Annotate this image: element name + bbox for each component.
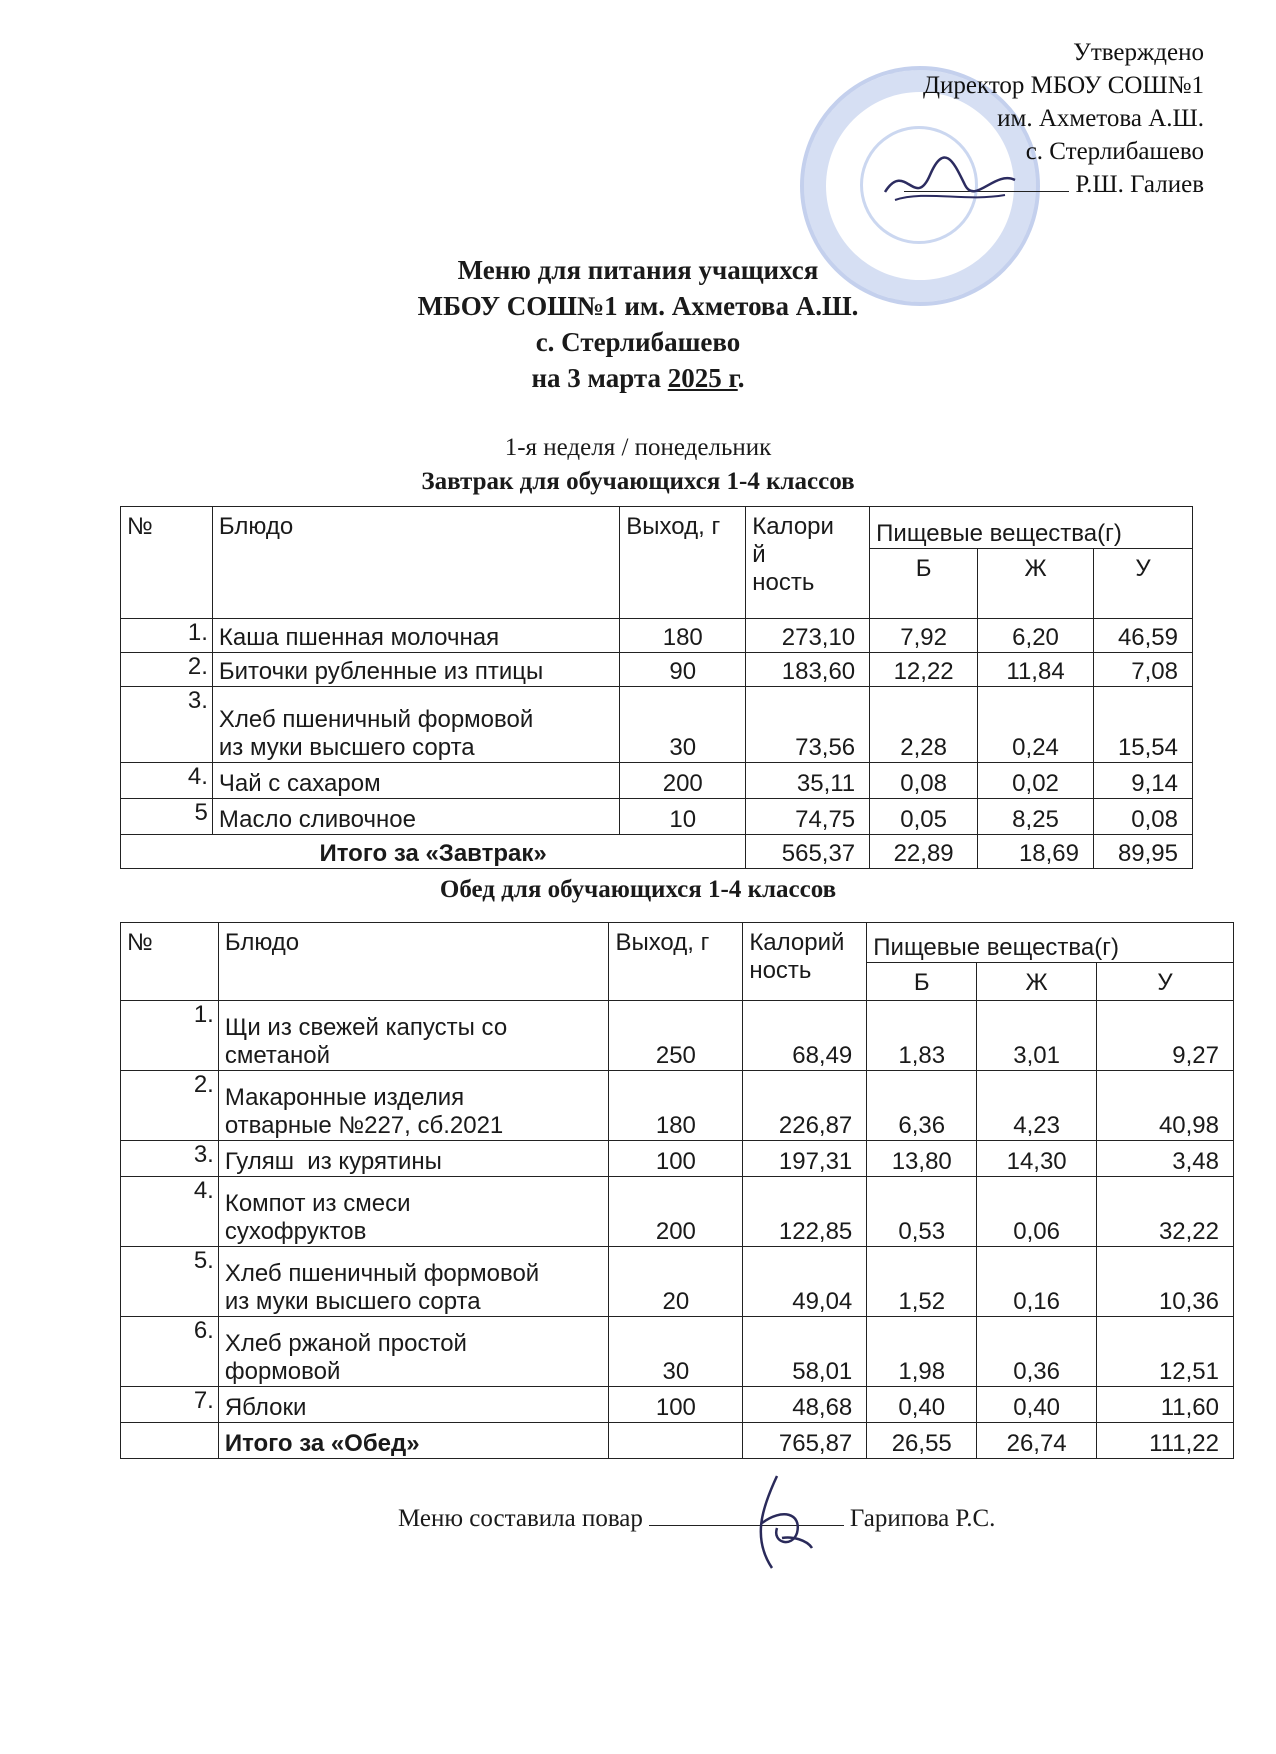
row-num: 1. bbox=[121, 619, 213, 653]
row-zh: 6,20 bbox=[978, 619, 1094, 653]
table-row bbox=[121, 1001, 1234, 1071]
row-u: 11,60 bbox=[1097, 1387, 1234, 1423]
header-nutrients: Пищевые вещества(г) bbox=[867, 923, 1234, 963]
breakfast-table bbox=[120, 506, 1193, 869]
header-u: У bbox=[1097, 963, 1234, 1001]
header-calories-3: ность bbox=[752, 569, 815, 596]
row-zh: 14,30 bbox=[977, 1141, 1097, 1177]
row-b: 0,05 bbox=[870, 799, 978, 835]
row-yield: 200 bbox=[620, 763, 746, 799]
row-u: 9,14 bbox=[1094, 763, 1193, 799]
header-b: Б bbox=[870, 549, 978, 619]
approval-position: Директор МБОУ СОШ№1 bbox=[922, 72, 1204, 99]
row-zh: 0,16 bbox=[977, 1247, 1097, 1317]
approval-signer: Р.Ш. Галиев bbox=[1075, 171, 1204, 198]
date-year: 2025 г bbox=[667, 363, 738, 393]
row-b: 0,08 bbox=[870, 763, 978, 799]
row-dish: Гуляш из курятины bbox=[218, 1141, 609, 1177]
total-u: 89,95 bbox=[1094, 835, 1193, 869]
cook-signature bbox=[732, 1468, 822, 1578]
row-b: 12,22 bbox=[870, 653, 978, 687]
table-row bbox=[121, 687, 1193, 763]
row-dish-line-2: из муки высшего сорта bbox=[218, 734, 475, 761]
row-num: 6. bbox=[121, 1317, 219, 1387]
row-yield: 180 bbox=[609, 1071, 743, 1141]
row-calories: 197,31 bbox=[743, 1141, 867, 1177]
header-num: № bbox=[121, 507, 213, 619]
row-zh: 8,25 bbox=[978, 799, 1094, 835]
total-label: Итого за «Завтрак» bbox=[121, 835, 746, 869]
row-calories: 183,60 bbox=[746, 653, 870, 687]
row-u: 10,36 bbox=[1097, 1247, 1234, 1317]
row-dish-line-1: Хлеб пшеничный формовой bbox=[218, 706, 534, 733]
header-yield: Выход, г bbox=[609, 923, 743, 1001]
row-dish bbox=[218, 1001, 609, 1071]
row-dish-line-2: из муки высшего сорта bbox=[224, 1288, 481, 1315]
header-num: № bbox=[121, 923, 219, 1001]
row-b: 0,53 bbox=[867, 1177, 977, 1247]
header-calories-2: й bbox=[752, 541, 766, 568]
director-signature bbox=[875, 140, 1025, 210]
header-zh: Ж bbox=[977, 963, 1097, 1001]
row-num: 3. bbox=[121, 687, 213, 763]
row-yield: 30 bbox=[620, 687, 746, 763]
row-dish: Яблоки bbox=[218, 1387, 609, 1423]
row-dish-line-2: сметаной bbox=[224, 1042, 330, 1069]
row-b: 0,40 bbox=[867, 1387, 977, 1423]
table-row bbox=[121, 653, 1193, 687]
title-date bbox=[0, 360, 1276, 396]
row-num: 1. bbox=[121, 1001, 219, 1071]
row-u: 46,59 bbox=[1094, 619, 1193, 653]
header-calories-2: ность bbox=[749, 957, 812, 984]
row-b: 1,98 bbox=[867, 1317, 977, 1387]
row-u: 32,22 bbox=[1097, 1177, 1234, 1247]
row-num: 3. bbox=[121, 1141, 219, 1177]
table-row bbox=[121, 799, 1193, 835]
row-calories: 48,68 bbox=[743, 1387, 867, 1423]
row-yield: 100 bbox=[609, 1387, 743, 1423]
row-yield: 100 bbox=[609, 1141, 743, 1177]
row-zh: 0,24 bbox=[978, 687, 1094, 763]
row-yield: 250 bbox=[609, 1001, 743, 1071]
row-u: 9,27 bbox=[1097, 1001, 1234, 1071]
breakfast-caption: Завтрак для обучающихся 1-4 классов bbox=[421, 468, 855, 495]
row-yield: 90 bbox=[620, 653, 746, 687]
row-num: 4. bbox=[121, 1177, 219, 1247]
row-calories: 74,75 bbox=[746, 799, 870, 835]
row-dish: Биточки рубленные из птицы bbox=[212, 653, 619, 687]
row-zh: 0,06 bbox=[977, 1177, 1097, 1247]
lunch-table bbox=[120, 922, 1234, 1459]
row-calories: 35,11 bbox=[746, 763, 870, 799]
header-b: Б bbox=[867, 963, 977, 1001]
row-dish-line-2: отварные №227, сб.2021 bbox=[224, 1112, 504, 1139]
table-header-row bbox=[121, 507, 1193, 549]
date-prefix: на 3 марта bbox=[531, 363, 668, 393]
title-line-2: МБОУ СОШ№1 им. Ахметова А.Ш. bbox=[417, 291, 859, 321]
row-b: 6,36 bbox=[867, 1071, 977, 1141]
row-b: 13,80 bbox=[867, 1141, 977, 1177]
row-b: 1,52 bbox=[867, 1247, 977, 1317]
row-zh: 0,36 bbox=[977, 1317, 1097, 1387]
total-empty-yield bbox=[609, 1423, 743, 1459]
approval-title: Утверждено bbox=[1073, 39, 1204, 66]
row-b: 7,92 bbox=[870, 619, 978, 653]
header-yield: Выход, г bbox=[620, 507, 746, 619]
row-num: 7. bbox=[121, 1387, 219, 1423]
table-row bbox=[121, 1387, 1234, 1423]
row-dish bbox=[218, 1177, 609, 1247]
total-row bbox=[121, 835, 1193, 869]
row-zh: 4,23 bbox=[977, 1071, 1097, 1141]
header-u: У bbox=[1094, 549, 1193, 619]
row-dish bbox=[218, 1317, 609, 1387]
footer-prefix: Меню составила повар bbox=[398, 1505, 643, 1532]
row-u: 15,54 bbox=[1094, 687, 1193, 763]
row-zh: 11,84 bbox=[978, 653, 1094, 687]
total-calories: 565,37 bbox=[746, 835, 870, 869]
header-calories-1: Калори bbox=[752, 513, 834, 540]
total-label: Итого за «Обед» bbox=[218, 1423, 609, 1459]
header-calories-1: Калорий bbox=[749, 929, 845, 956]
table-row bbox=[121, 1177, 1234, 1247]
row-dish-line-1: Хлеб пшеничный формовой bbox=[224, 1260, 540, 1287]
header-calories bbox=[743, 923, 867, 1001]
row-dish: Каша пшенная молочная bbox=[212, 619, 619, 653]
row-num: 2. bbox=[121, 1071, 219, 1141]
row-calories: 49,04 bbox=[743, 1247, 867, 1317]
total-row bbox=[121, 1423, 1234, 1459]
row-num: 4. bbox=[121, 763, 213, 799]
row-u: 12,51 bbox=[1097, 1317, 1234, 1387]
total-b: 22,89 bbox=[870, 835, 978, 869]
header-nutrients: Пищевые вещества(г) bbox=[870, 507, 1193, 549]
row-yield: 20 bbox=[609, 1247, 743, 1317]
row-dish-line-1: Компот из смеси bbox=[224, 1190, 411, 1217]
row-zh: 0,40 bbox=[977, 1387, 1097, 1423]
table-row bbox=[121, 763, 1193, 799]
header-dish: Блюдо bbox=[218, 923, 609, 1001]
table-row bbox=[121, 619, 1193, 653]
approval-village: с. Стерлибашево bbox=[1025, 138, 1204, 165]
row-u: 0,08 bbox=[1094, 799, 1193, 835]
total-u: 111,22 bbox=[1097, 1423, 1234, 1459]
row-calories: 122,85 bbox=[743, 1177, 867, 1247]
total-b: 26,55 bbox=[867, 1423, 977, 1459]
row-dish bbox=[218, 1071, 609, 1141]
row-yield: 200 bbox=[609, 1177, 743, 1247]
date-suffix: . bbox=[737, 363, 745, 393]
table-row bbox=[121, 1071, 1234, 1141]
row-num: 5. bbox=[121, 1247, 219, 1317]
row-dish-line-1: Хлеб ржаной простой bbox=[224, 1330, 467, 1357]
row-u: 40,98 bbox=[1097, 1071, 1234, 1141]
row-calories: 68,49 bbox=[743, 1001, 867, 1071]
approval-school: им. Ахметова А.Ш. bbox=[997, 105, 1204, 132]
footer-name: Гарипова Р.С. bbox=[849, 1505, 996, 1532]
row-u: 7,08 bbox=[1094, 653, 1193, 687]
row-dish: Масло сливочное bbox=[212, 799, 619, 835]
total-zh: 26,74 bbox=[977, 1423, 1097, 1459]
footer bbox=[398, 1503, 995, 1533]
row-calories: 73,56 bbox=[746, 687, 870, 763]
row-dish-line-2: сухофруктов bbox=[224, 1218, 367, 1245]
total-empty-cell bbox=[121, 1423, 219, 1459]
table-row bbox=[121, 1247, 1234, 1317]
week-day: 1-я неделя / понедельник bbox=[504, 434, 772, 461]
lunch-caption: Обед для обучающихся 1-4 классов bbox=[439, 876, 837, 903]
title-line-3: с. Стерлибашево bbox=[535, 327, 741, 357]
total-calories: 765,87 bbox=[743, 1423, 867, 1459]
table-header-row bbox=[121, 923, 1234, 963]
row-calories: 226,87 bbox=[743, 1071, 867, 1141]
row-dish-line-1: Макаронные изделия bbox=[224, 1084, 465, 1111]
row-yield: 10 bbox=[620, 799, 746, 835]
row-yield: 180 bbox=[620, 619, 746, 653]
row-b: 2,28 bbox=[870, 687, 978, 763]
row-num: 2. bbox=[121, 653, 213, 687]
row-dish bbox=[218, 1247, 609, 1317]
row-b: 1,83 bbox=[867, 1001, 977, 1071]
row-dish: Чай с сахаром bbox=[212, 763, 619, 799]
total-zh: 18,69 bbox=[978, 835, 1094, 869]
row-u: 3,48 bbox=[1097, 1141, 1234, 1177]
row-calories: 58,01 bbox=[743, 1317, 867, 1387]
row-dish bbox=[212, 687, 619, 763]
row-zh: 0,02 bbox=[978, 763, 1094, 799]
row-zh: 3,01 bbox=[977, 1001, 1097, 1071]
row-num: 5 bbox=[121, 799, 213, 835]
row-dish-line-2: формовой bbox=[224, 1358, 341, 1385]
table-row bbox=[121, 1317, 1234, 1387]
table-row bbox=[121, 1141, 1234, 1177]
title-line-1: Меню для питания учащихся bbox=[457, 255, 819, 285]
row-yield: 30 bbox=[609, 1317, 743, 1387]
row-dish-line-1: Щи из свежей капусты со bbox=[224, 1014, 508, 1041]
row-calories: 273,10 bbox=[746, 619, 870, 653]
header-calories bbox=[746, 507, 870, 619]
header-dish: Блюдо bbox=[212, 507, 619, 619]
header-zh: Ж bbox=[978, 549, 1094, 619]
